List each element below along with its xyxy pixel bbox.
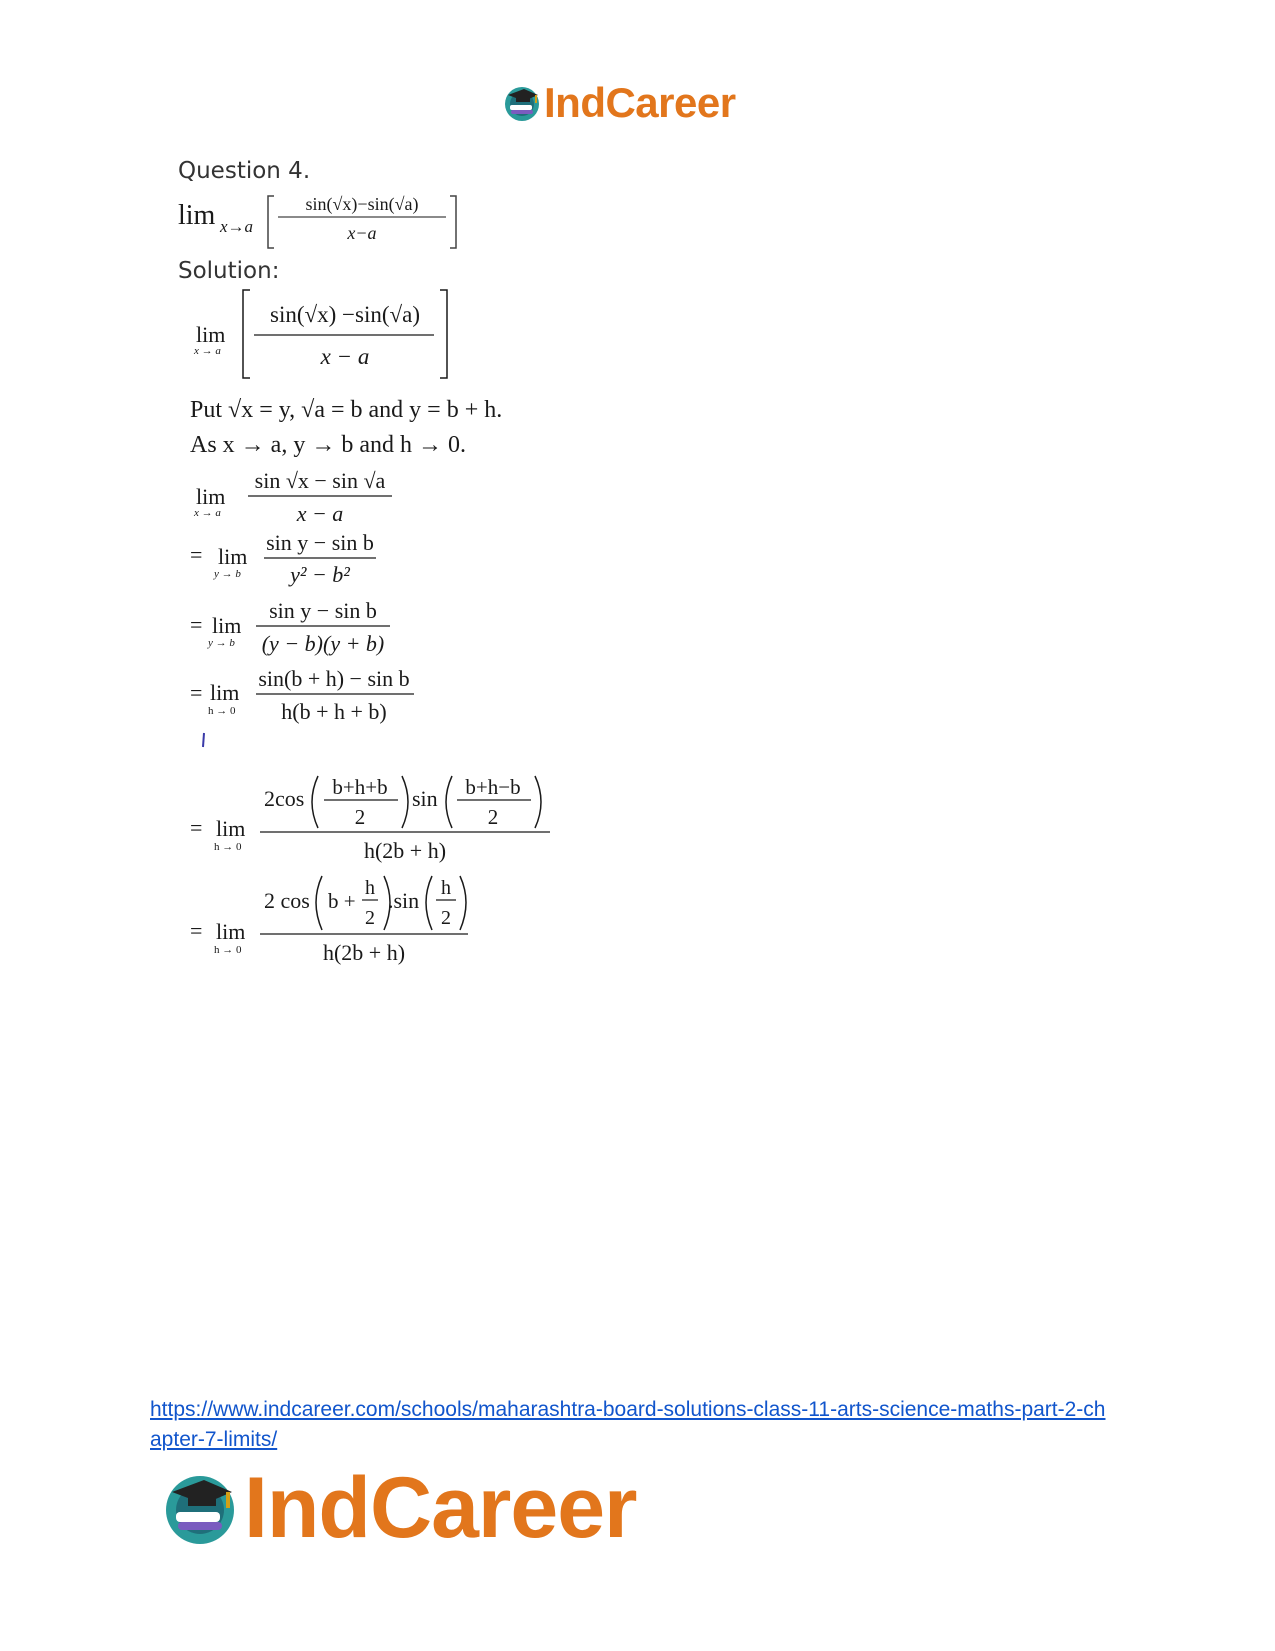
header-logo	[502, 80, 736, 126]
step-3	[190, 530, 376, 587]
lim-label: lim	[196, 322, 226, 347]
two-denominator: 2	[441, 907, 451, 929]
h-numerator: h	[441, 877, 451, 899]
lim-label: lim	[216, 816, 246, 841]
graduation-cap-books-icon	[502, 83, 542, 123]
question-lim: lim	[178, 200, 216, 231]
equals-sign: =	[190, 815, 203, 840]
b-plus-label: b +	[328, 889, 356, 913]
step2-numerator: sin √x − sin √a	[254, 468, 386, 493]
h-numerator: h	[365, 877, 375, 899]
footer-logo	[160, 1460, 637, 1556]
sin-label: sin	[412, 786, 438, 811]
step3-denominator: y² − b²	[290, 562, 350, 587]
limit-conditions-line: As x → a, y → b and h → 0.	[190, 432, 466, 458]
equals-sign: =	[190, 918, 203, 943]
step-7	[190, 876, 468, 965]
lim-sub-label: y → b	[214, 568, 241, 580]
lim-sub-label: h → 0	[208, 705, 236, 717]
two-denominator: 2	[365, 907, 375, 929]
step1-numerator: sin(√x) −sin(√a)	[270, 302, 420, 327]
step4-denominator: (y − b)(y + b)	[261, 631, 385, 656]
question-numerator: sin(√x)−sin(√a)	[305, 194, 419, 214]
step3-numerator: sin y − sin b	[266, 530, 374, 555]
lim-sub-label: x → a	[194, 345, 221, 357]
lim-label: lim	[196, 484, 226, 509]
solution-steps	[190, 290, 610, 1020]
cos-label: 2 cos	[264, 888, 310, 913]
step1-denominator: x − a	[320, 344, 370, 369]
brand-name: IndCareer	[244, 1460, 637, 1556]
equals-sign: =	[190, 680, 203, 705]
step-2	[193, 468, 392, 526]
lim-label: lim	[210, 680, 240, 705]
frac1-denominator: 2	[354, 805, 366, 829]
solution-label: Solution:	[178, 258, 280, 284]
lim-label: lim	[216, 919, 246, 944]
lim-sub-label: y → b	[208, 637, 235, 649]
solution-math-figure	[190, 290, 610, 1020]
step-5	[190, 666, 414, 724]
frac2-numerator: b+h−b	[465, 775, 521, 799]
graduation-cap-books-icon	[160, 1468, 240, 1548]
frac2-denominator: 2	[487, 805, 499, 829]
frac1-numerator: b+h+b	[332, 775, 388, 799]
question-expression	[178, 192, 478, 254]
step-4	[190, 598, 390, 656]
lim-sub-label: x → a	[194, 507, 221, 519]
equals-sign: =	[190, 542, 203, 567]
cos-label: 2cos	[264, 786, 305, 811]
equals-sign: =	[190, 612, 203, 637]
step-1	[193, 290, 447, 378]
step5-denominator: h(b + h + b)	[281, 699, 387, 724]
step5-numerator: sin(b + h) − sin b	[258, 666, 410, 691]
substitution-line: Put √x = y, √a = b and y = b + h.	[190, 397, 503, 423]
lim-sub-label: h → 0	[214, 944, 242, 956]
step4-numerator: sin y − sin b	[269, 598, 377, 623]
lim-label: lim	[212, 613, 242, 638]
step2-denominator: x − a	[296, 501, 344, 526]
question-lim-sub: x→a	[220, 217, 254, 236]
question-label: Question 4.	[178, 158, 311, 184]
brand-name: IndCareer	[544, 79, 736, 126]
source-url-link[interactable]: https://www.indcareer.com/schools/maharashtra-board-solutions-class-11-arts-science-maths-part-2-chapter-7-limits/	[150, 1398, 1106, 1451]
step-6	[190, 775, 550, 863]
question-denominator: x−a	[347, 223, 377, 243]
step6-denominator: h(2b + h)	[363, 838, 447, 863]
lim-sub-label: h → 0	[214, 841, 242, 853]
sin-label: .sin	[388, 888, 420, 913]
step7-denominator: h(2b + h)	[322, 940, 406, 965]
lim-label: lim	[218, 544, 248, 569]
